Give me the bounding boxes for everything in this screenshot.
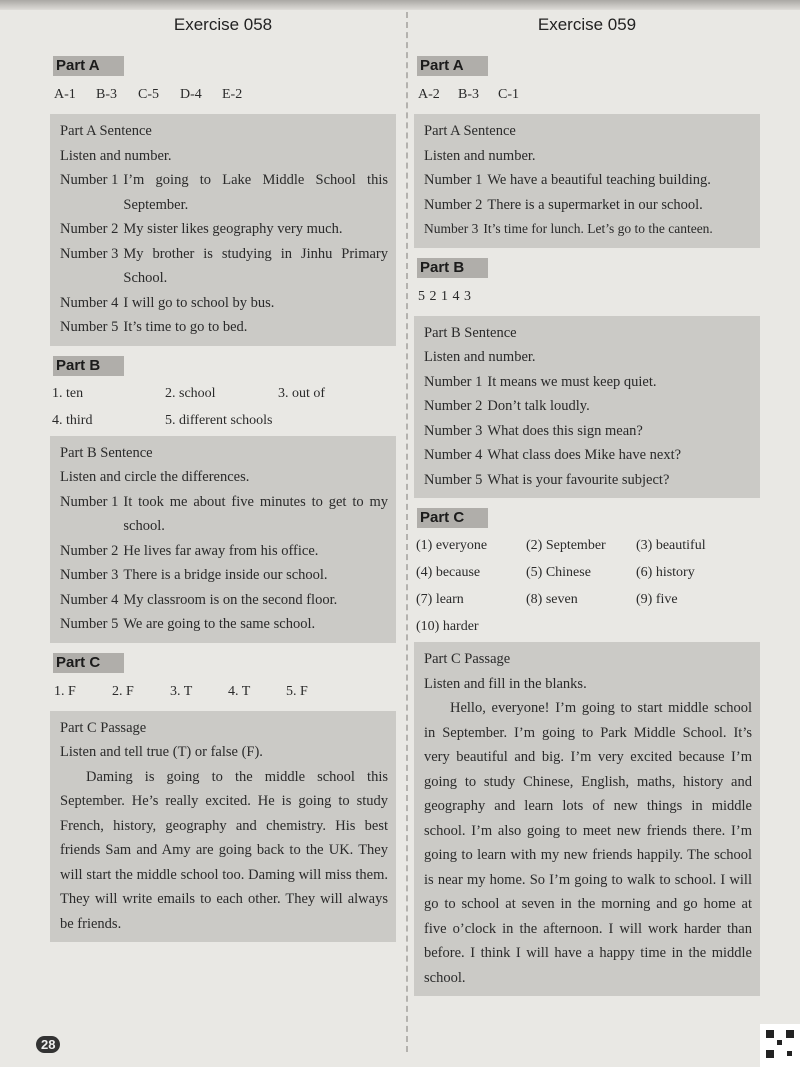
answer: 5. different schools: [165, 412, 273, 428]
box-title: Part A Sentence: [424, 123, 516, 139]
script-item: [424, 419, 752, 444]
item-text: We are going to the same school.: [123, 616, 316, 632]
item-text: It means we must keep quiet.: [487, 373, 657, 390]
answer: (5) Chinese: [526, 565, 591, 580]
script-item: [424, 468, 752, 493]
item-number: Number 5: [60, 319, 119, 335]
answer: B-3: [458, 87, 479, 102]
item-number: Number 4: [60, 294, 119, 311]
passage-text: Hello, everyone! I’m going to start middle school in September. I’m going to Park Middle School. It’s very beautiful and big. I’m very excited because I’m going to study Chinese, English, maths, history and geography and learn lots of new things in middle school. I’m also going to meet new friends there. I’m going to learn with my new friends happily. The school is near my home. So I’m going to walk to school. I will go to school at seven in the morning and go home at five o’clock in the afternoon. I will work harder than before. I think I will have a happy time in the middle school.: [424, 700, 752, 986]
exercise-title: Exercise 059: [537, 15, 637, 34]
instruction: Listen and tell true (T) or false (F).: [60, 744, 263, 760]
script-item: [60, 588, 388, 613]
part-a-answers: [418, 84, 760, 106]
item-text: What is your favourite subject?: [487, 471, 670, 488]
box-title: Part C Passage: [424, 651, 511, 667]
item-text: My classroom is on the second floor.: [123, 591, 338, 608]
exercise-058-column: [50, 14, 396, 952]
answer: 2. school: [165, 385, 216, 401]
item-number: Number 2: [60, 221, 119, 237]
answer: (9) five: [636, 592, 678, 607]
part-c-answers: [416, 532, 760, 640]
passage-text: Daming is going to the middle school this September. He’s really excited. He is going to study French, history, geography and chemistry. His best friends Sam and Amy are going back to the UK. They will start the middle school too. Daming will miss them. They will write emails to each other. They will always be friends.: [60, 768, 388, 932]
item-number: Number 1: [60, 493, 119, 510]
script-item: [60, 168, 388, 217]
exercise-title: Exercise 058: [173, 15, 273, 34]
item-number: Number 1: [424, 172, 483, 188]
part-b-answers: 5 2 1 4 3: [418, 288, 471, 304]
answer: 1. F: [54, 683, 76, 699]
instruction: Listen and circle the differences.: [60, 469, 250, 485]
script-item: [60, 315, 388, 340]
script-item: [424, 217, 752, 242]
box-title: Part B Sentence: [60, 444, 153, 461]
part-a-label: Part A: [53, 56, 124, 76]
script-item: [60, 563, 388, 588]
item-number: Number 3: [60, 567, 119, 583]
answer: (2) September: [526, 538, 606, 553]
box-title: Part C Passage: [60, 719, 147, 736]
script-item: [60, 242, 388, 291]
item-text: We have a beautiful teaching building.: [487, 172, 711, 188]
answer: 3. out of: [278, 385, 326, 401]
item-number: Number 3: [60, 245, 119, 262]
exercise-059-column: [414, 14, 760, 1006]
item-number: Number 4: [60, 591, 119, 608]
answer: (3) beautiful: [636, 538, 706, 553]
qr-code-icon: [760, 1024, 800, 1067]
page-number-value: 28: [36, 1036, 60, 1053]
answer: 5. F: [286, 683, 308, 699]
part-c-passage-box: [414, 642, 760, 996]
part-c-passage-box: [50, 711, 396, 943]
part-b-answers: [52, 380, 396, 434]
item-text: What class does Mike have next?: [487, 447, 682, 463]
answer: C-1: [498, 87, 519, 102]
page-number: [36, 1036, 60, 1053]
answer: (10) harder: [416, 619, 479, 634]
script-item: [424, 370, 752, 395]
answer: C-5: [138, 87, 159, 102]
column-divider: [406, 12, 408, 1052]
script-item: [60, 539, 388, 564]
item-text: My brother is studying in Jinhu Primary School.: [123, 245, 388, 286]
script-item: [424, 168, 752, 193]
script-item: [424, 443, 752, 468]
answer: E-2: [222, 87, 243, 102]
part-b-script-box: [414, 316, 760, 499]
part-a-script-box: [414, 114, 760, 248]
item-text: It’s time for lunch. Let’s go to the canteen.: [483, 221, 713, 236]
answer: (6) history: [636, 565, 695, 580]
item-text: I’m going to Lake Middle School this September.: [123, 172, 388, 213]
answer: B-3: [96, 87, 117, 102]
item-number: Number 2: [60, 542, 119, 559]
item-number: Number 1: [60, 172, 119, 188]
answer: 2. F: [112, 683, 134, 699]
item-text: There is a supermarket in our school.: [487, 196, 703, 213]
item-text: What does this sign mean?: [487, 422, 643, 439]
answer: (8) seven: [526, 592, 578, 607]
item-text: My sister likes geography very much.: [123, 221, 343, 237]
box-title: Part B Sentence: [424, 324, 517, 341]
item-number: Number 1: [424, 373, 483, 390]
answer: A-2: [418, 87, 440, 102]
item-number: Number 4: [424, 447, 483, 463]
item-number: Number 5: [60, 616, 119, 632]
part-b-label: Part B: [53, 356, 124, 376]
part-b-script-box: [50, 436, 396, 643]
script-item: [60, 490, 388, 539]
item-text: It’s time to go to bed.: [123, 319, 248, 335]
script-item: [60, 291, 388, 316]
script-item: [424, 193, 752, 218]
script-item: [60, 612, 388, 637]
answer: 4. T: [228, 683, 251, 699]
answer: 4. third: [52, 412, 93, 428]
item-number: Number 5: [424, 471, 483, 488]
script-item: [424, 394, 752, 419]
item-text: I will go to school by bus.: [123, 294, 275, 311]
instruction: Listen and number.: [424, 349, 536, 365]
answer: (1) everyone: [416, 538, 488, 553]
answer: 3. T: [170, 683, 193, 699]
part-a-answers: [54, 84, 396, 106]
part-c-answers: [54, 681, 396, 703]
item-number: Number 3: [424, 422, 483, 439]
item-text: There is a bridge inside our school.: [123, 567, 328, 583]
answer: A-1: [54, 87, 76, 102]
answer: D-4: [180, 87, 202, 102]
answer: 1. ten: [52, 385, 84, 401]
item-number: Number 3: [424, 221, 479, 236]
part-c-label: Part C: [53, 653, 124, 673]
part-a-label: Part A: [417, 56, 488, 76]
item-text: Don’t talk loudly.: [487, 398, 590, 414]
instruction: Listen and number.: [424, 147, 536, 164]
page-top-edge: [0, 0, 800, 10]
item-number: Number 2: [424, 196, 483, 213]
instruction: Listen and fill in the blanks.: [424, 675, 587, 692]
part-a-script-box: [50, 114, 396, 346]
answer: (7) learn: [416, 592, 464, 607]
item-text: He lives far away from his office.: [123, 542, 319, 559]
part-b-label: Part B: [417, 258, 488, 278]
answer: (4) because: [416, 565, 481, 580]
script-item: [60, 217, 388, 242]
box-title: Part A Sentence: [60, 123, 152, 139]
item-text: It took me about five minutes to get to my school.: [123, 493, 388, 534]
part-c-label: Part C: [417, 508, 488, 528]
instruction: Listen and number.: [60, 147, 172, 164]
item-number: Number 2: [424, 398, 483, 414]
